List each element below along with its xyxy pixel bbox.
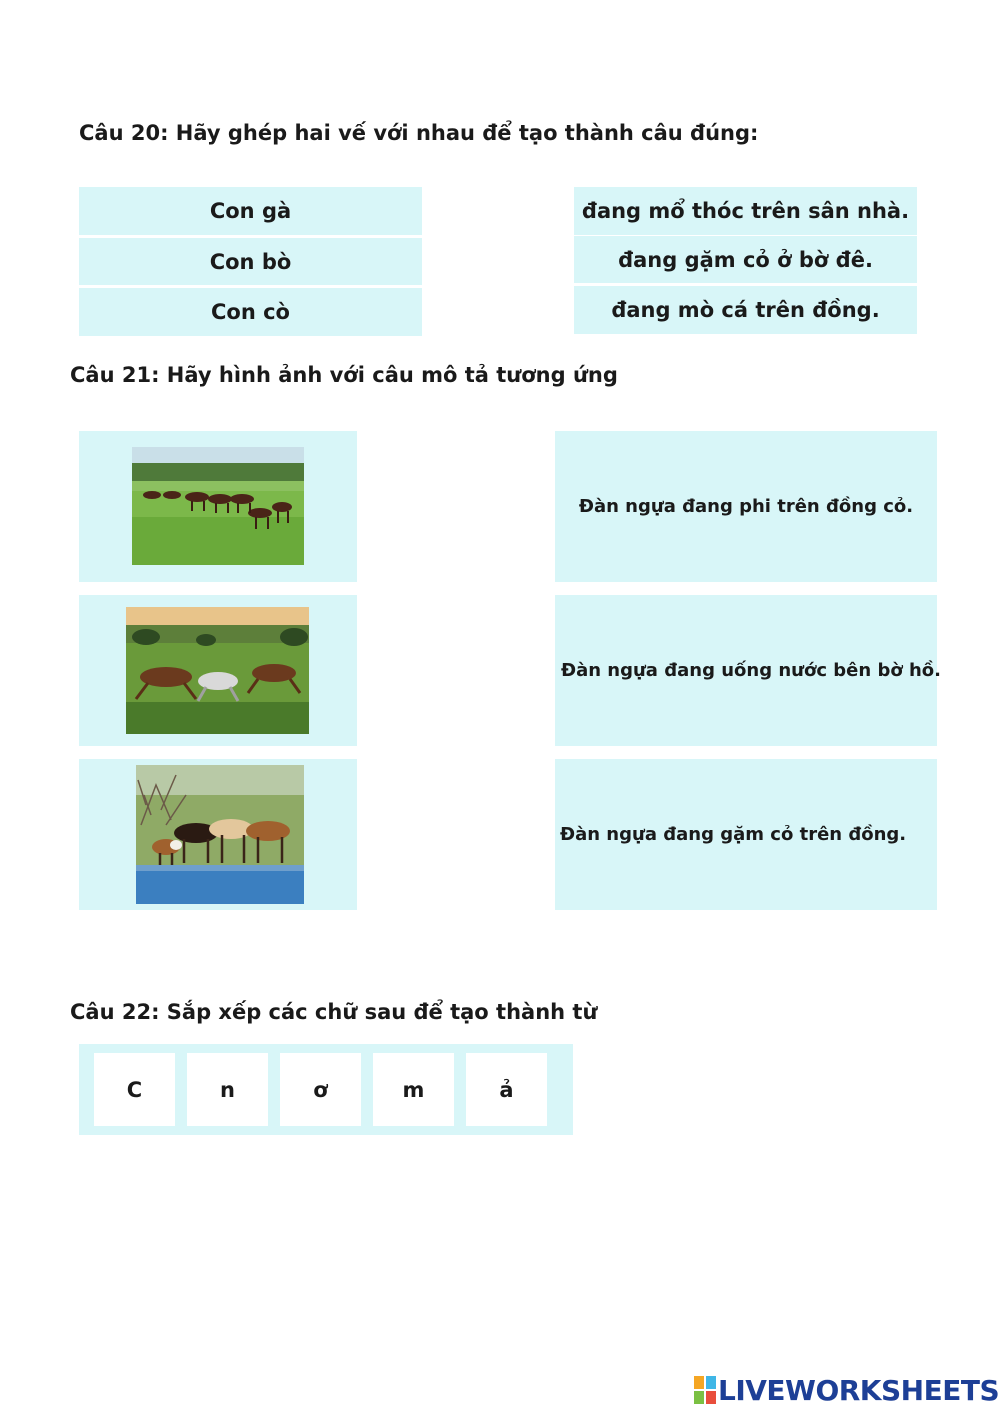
liveworksheets-logo xyxy=(694,1374,999,1406)
image-card[interactable] xyxy=(79,759,357,910)
description-card[interactable] xyxy=(555,759,937,910)
horses-grazing-photo xyxy=(132,447,304,565)
brand-name: LIVEWORKSHEETS xyxy=(718,1373,1000,1407)
match-left-item[interactable] xyxy=(79,187,422,235)
letter-tile[interactable]: ả xyxy=(466,1053,547,1126)
question-20-title: Câu 20: Hãy ghép hai vế với nhau để tạo thành câu đúng: xyxy=(79,121,759,145)
match-right-label: đang gặm cỏ ở bờ đê. xyxy=(618,247,873,272)
image-card[interactable] xyxy=(79,431,357,582)
description-card[interactable] xyxy=(555,431,937,582)
description-label: Đàn ngựa đang phi trên đồng cỏ. xyxy=(578,496,914,517)
horses-running-photo xyxy=(126,607,309,734)
letter-tile[interactable]: C xyxy=(94,1053,175,1126)
liveworksheets-icon xyxy=(694,1376,716,1404)
letter-tile[interactable]: n xyxy=(187,1053,268,1126)
question-22-title: Câu 22: Sắp xếp các chữ sau để tạo thành từ xyxy=(70,1000,598,1024)
question-21-title: Câu 21: Hãy hình ảnh với câu mô tả tương ứng xyxy=(70,363,618,387)
description-card[interactable] xyxy=(555,595,942,746)
image-card[interactable] xyxy=(79,595,357,746)
match-right-label: đang mổ thóc trên sân nhà. xyxy=(581,199,910,223)
match-left-label: Con gà xyxy=(209,199,292,223)
letter-tile[interactable]: ơ xyxy=(280,1053,361,1126)
match-left-item[interactable] xyxy=(79,238,422,285)
match-left-label: Con cò xyxy=(211,300,290,324)
letter-tile[interactable]: m xyxy=(373,1053,454,1126)
match-right-item[interactable] xyxy=(574,236,917,283)
match-right-item[interactable] xyxy=(574,187,917,235)
description-label: Đàn ngựa đang gặm cỏ trên đồng. xyxy=(560,824,907,845)
match-left-item[interactable] xyxy=(79,288,422,336)
match-left-label: Con bò xyxy=(209,249,292,274)
horses-drinking-photo xyxy=(136,765,304,904)
match-right-label: đang mò cá trên đồng. xyxy=(611,298,880,322)
match-right-item[interactable] xyxy=(574,286,917,334)
description-label: Đàn ngựa đang uống nước bên bờ hồ. xyxy=(560,660,942,681)
letter-strip xyxy=(79,1044,573,1135)
